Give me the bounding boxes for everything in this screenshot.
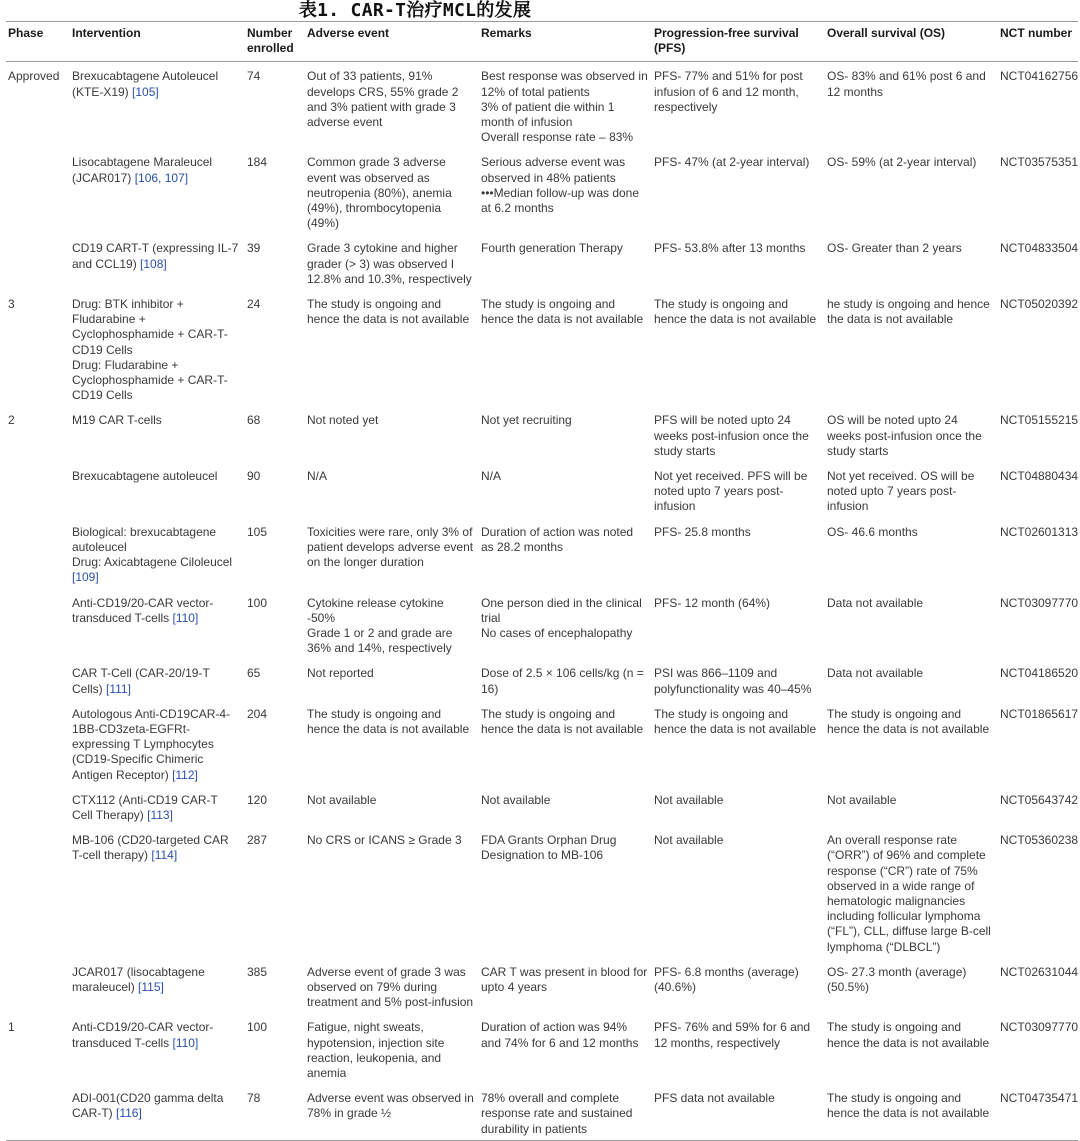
cell-text: Lisocabtagene Maraleucel (JCAR017) [106, 107] xyxy=(72,155,213,185)
cell-text: Autologous Anti-CD19CAR-4-1BB-CD3zeta-EGFRt-expressing T Lymphocytes (CD19-Specific Chimeric Antigen Receptor) [112] xyxy=(72,706,231,782)
cell-text: OS- 83% and 61% post 6 and 12 months xyxy=(827,69,986,99)
reference-link[interactable]: [116] xyxy=(116,1106,142,1121)
table-row xyxy=(6,958,1078,1014)
nct-number-cell xyxy=(998,659,1078,699)
cell-text: Out of 33 patients, 91% develops CRS, 55% grade 2 and 3% patient with grade 3 adverse event xyxy=(307,69,459,130)
reference-link[interactable]: [106, 107] xyxy=(134,170,189,185)
cell-text: OS- 27.3 month (average) (50.5%) xyxy=(827,964,967,994)
adverse-event-cell xyxy=(305,62,479,149)
nct-number-cell xyxy=(998,786,1078,826)
intervention-cell xyxy=(70,406,245,462)
os-cell xyxy=(825,958,998,1014)
cell-text: Best response was observed in 12% of total patients xyxy=(481,69,648,99)
phase-cell xyxy=(6,1013,70,1084)
phase-cell xyxy=(6,659,70,699)
remarks-cell xyxy=(479,958,652,1014)
table-row xyxy=(6,62,1078,149)
cell-text: NCT03097770 xyxy=(1000,1020,1079,1035)
cell-text: N/A xyxy=(307,469,328,484)
cell-text: OS- 46.6 months xyxy=(827,524,918,539)
adverse-event-cell xyxy=(305,406,479,462)
table-row xyxy=(6,462,1078,518)
cell-text: Adverse event of grade 3 was observed on 79% during treatment and 5% post-infusion xyxy=(307,964,474,1010)
header-row xyxy=(6,22,1078,62)
cell-text: Data not available xyxy=(827,595,924,610)
reference-link[interactable]: [105] xyxy=(132,84,159,99)
cell-text: One person died in the clinical trial xyxy=(481,595,642,625)
remarks-cell xyxy=(479,148,652,234)
intervention-cell xyxy=(70,700,245,786)
cell-text: NCT02601313 xyxy=(1000,524,1079,539)
col-intervention: Intervention xyxy=(70,22,245,62)
col-os: Overall survival (OS) xyxy=(825,22,998,62)
remarks-cell xyxy=(479,290,652,406)
number-enrolled-cell xyxy=(245,700,305,786)
nct-number-cell xyxy=(998,700,1078,786)
pfs-cell xyxy=(652,406,825,462)
cell-text: •••Median follow-up was done at 6.2 months xyxy=(481,185,640,216)
os-cell xyxy=(825,62,998,149)
remarks-cell xyxy=(479,700,652,786)
cell-text: CAR T-Cell (CAR-20/19-T Cells) [111] xyxy=(72,666,210,696)
adverse-event-cell xyxy=(305,234,479,290)
intervention-cell xyxy=(70,290,245,406)
cell-text: Duration of action was 94% and 74% for 6 and 12 months xyxy=(481,1020,639,1050)
table-row xyxy=(6,406,1078,462)
cell-text: Not yet received. PFS will be noted upto 7 years post-infusion xyxy=(654,469,808,514)
phase-cell xyxy=(6,958,70,1014)
cell-text: PFS- 6.8 months (average) (40.6%) xyxy=(654,964,799,994)
adverse-event-cell xyxy=(305,958,479,1014)
table-row xyxy=(6,1013,1078,1084)
number-enrolled-cell xyxy=(245,518,305,589)
cell-text: PFS- 77% and 51% for post infusion of 6 and 12 month, respectively xyxy=(654,69,803,114)
number-enrolled-cell xyxy=(245,406,305,462)
remarks-cell xyxy=(479,518,652,589)
os-cell xyxy=(825,234,998,290)
cell-text: Grade 1 or 2 and grade are 36% and 14%, respectively xyxy=(307,625,453,656)
reference-link[interactable]: [111] xyxy=(106,681,131,696)
os-cell xyxy=(825,786,998,826)
pfs-cell xyxy=(652,1084,825,1140)
cell-text: PFS- 47% (at 2-year interval) xyxy=(654,155,810,170)
cell-text: Not available xyxy=(654,833,724,848)
cell-text: 39 xyxy=(247,241,261,256)
cell-text: Adverse event was observed in 78% in grade ½ xyxy=(307,1091,474,1121)
remarks-cell xyxy=(479,462,652,518)
cell-text: The study is ongoing and hence the data is not available xyxy=(654,706,817,736)
cell-text: PFS- 76% and 59% for 6 and 12 months, respectively xyxy=(654,1020,811,1050)
cell-text: 65 xyxy=(247,666,261,681)
col-number-enrolled: Number enrolled xyxy=(245,22,305,62)
cell-text: Drug: Fludarabine + Cyclophosphamide + CAR-T-CD19 Cells xyxy=(72,357,228,403)
cell-text: 1 xyxy=(8,1020,15,1035)
cell-text: PFS- 53.8% after 13 months xyxy=(654,241,806,256)
cell-text: Drug: Axicabtagene Ciloleucel [109] xyxy=(72,555,233,585)
cell-text: 90 xyxy=(247,469,261,484)
number-enrolled-cell xyxy=(245,958,305,1014)
cell-text: FDA Grants Orphan Drug Designation to MB-106 xyxy=(481,833,617,863)
car-t-mcl-table xyxy=(6,21,1078,1141)
cell-text: Cytokine release cytokine -50% xyxy=(307,595,444,625)
cell-text: NCT04735471 xyxy=(1000,1091,1079,1106)
cell-text: NCT05020392 xyxy=(1000,297,1079,312)
cell-text: Toxicities were rare, only 3% of patient develops adverse event on the longer duration xyxy=(307,524,474,570)
cell-text: NCT03575351 xyxy=(1000,155,1079,170)
cell-text: CTX112 (Anti-CD19 CAR-T Cell Therapy) [113] xyxy=(72,792,218,822)
cell-text: Not noted yet xyxy=(307,413,379,428)
intervention-cell xyxy=(70,148,245,234)
cell-text: 120 xyxy=(247,792,268,807)
cell-text: The study is ongoing and hence the data is not available xyxy=(307,297,470,327)
phase-cell xyxy=(6,826,70,958)
nct-number-cell xyxy=(998,234,1078,290)
intervention-cell xyxy=(70,589,245,660)
number-enrolled-cell xyxy=(245,1084,305,1140)
cell-text: PFS data not available xyxy=(654,1091,775,1106)
pfs-cell xyxy=(652,518,825,589)
reference-link[interactable]: [108] xyxy=(140,256,167,271)
pfs-cell xyxy=(652,958,825,1014)
intervention-cell xyxy=(70,659,245,699)
pfs-cell xyxy=(652,148,825,234)
cell-text: 184 xyxy=(247,155,268,170)
number-enrolled-cell xyxy=(245,148,305,234)
cell-text: 105 xyxy=(247,524,268,539)
table-row xyxy=(6,659,1078,699)
number-enrolled-cell xyxy=(245,234,305,290)
remarks-cell xyxy=(479,406,652,462)
cell-text: Not yet received. OS will be noted upto 7 years post-infusion xyxy=(827,469,975,514)
cell-text: Not reported xyxy=(307,666,374,681)
os-cell xyxy=(825,148,998,234)
os-cell xyxy=(825,406,998,462)
number-enrolled-cell xyxy=(245,462,305,518)
phase-cell xyxy=(6,462,70,518)
os-cell xyxy=(825,589,998,660)
cell-text: The study is ongoing and hence the data is not available xyxy=(654,297,817,327)
cell-text: PFS will be noted upto 24 weeks post-infusion once the study starts xyxy=(654,413,809,458)
adverse-event-cell xyxy=(305,589,479,660)
cell-text: 24 xyxy=(247,297,261,312)
remarks-cell xyxy=(479,826,652,958)
os-cell xyxy=(825,462,998,518)
number-enrolled-cell xyxy=(245,290,305,406)
cell-text: he study is ongoing and hence the data is not available xyxy=(827,297,990,327)
cell-text: NCT04880434 xyxy=(1000,469,1079,484)
number-enrolled-cell xyxy=(245,786,305,826)
pfs-cell xyxy=(652,290,825,406)
remarks-cell xyxy=(479,1013,652,1084)
cell-text: 74 xyxy=(247,69,261,84)
os-cell xyxy=(825,659,998,699)
nct-number-cell xyxy=(998,1013,1078,1084)
cell-text: NCT04162756 xyxy=(1000,69,1079,84)
adverse-event-cell xyxy=(305,700,479,786)
phase-cell xyxy=(6,62,70,149)
reference-link[interactable]: [109] xyxy=(72,570,99,585)
os-cell xyxy=(825,1013,998,1084)
cell-text: Not available xyxy=(827,792,897,807)
cell-text: N/A xyxy=(481,469,502,484)
cell-text: NCT01865617 xyxy=(1000,706,1079,721)
cell-text: Common grade 3 adverse event was observed as neutropenia (80%), anemia (49%), thrombocytopenia (49%) xyxy=(307,155,452,231)
table-row xyxy=(6,148,1078,234)
nct-number-cell xyxy=(998,826,1078,958)
cell-text: Anti-CD19/20-CAR vector-transduced T-cells [110] xyxy=(72,1020,214,1050)
cell-text: 2 xyxy=(8,413,15,428)
os-cell xyxy=(825,518,998,589)
cell-text: Drug: BTK inhibitor + Fludarabine + Cyclophosphamide + CAR-T-CD19 Cells xyxy=(72,297,228,357)
pfs-cell xyxy=(652,589,825,660)
col-phase: Phase xyxy=(6,22,70,62)
intervention-cell xyxy=(70,234,245,290)
cell-text: ADI-001(CD20 gamma delta CAR-T) [116] xyxy=(72,1091,224,1121)
cell-text: NCT02631044 xyxy=(1000,964,1079,979)
phase-cell xyxy=(6,786,70,826)
cell-text: The study is ongoing and hence the data is not available xyxy=(481,297,644,327)
remarks-cell xyxy=(479,659,652,699)
pfs-cell xyxy=(652,62,825,149)
adverse-event-cell xyxy=(305,462,479,518)
cell-text: Biological: brexucabtagene autoleucel xyxy=(72,524,217,554)
cell-text: CAR T was present in blood for upto 4 years xyxy=(481,964,648,994)
pfs-cell xyxy=(652,1013,825,1084)
intervention-cell xyxy=(70,786,245,826)
cell-text: Brexucabtagene Autoleucel (KTE-X19) [105] xyxy=(72,69,219,99)
cell-text: Brexucabtagene autoleucel xyxy=(72,469,218,484)
cell-text: Not available xyxy=(481,792,551,807)
cell-text: The study is ongoing and hence the data is not available xyxy=(827,706,990,736)
phase-cell xyxy=(6,518,70,589)
reference-link[interactable]: [114] xyxy=(151,848,178,863)
cell-text: The study is ongoing and hence the data is not available xyxy=(827,1091,990,1121)
intervention-cell xyxy=(70,958,245,1014)
reference-link[interactable]: [113] xyxy=(147,807,173,822)
cell-text: Approved xyxy=(8,69,60,84)
table-row xyxy=(6,826,1078,958)
cell-text: CD19 CART-T (expressing IL-7 and CCL19) [108] xyxy=(72,241,239,271)
cell-text: 78 xyxy=(247,1091,261,1106)
cell-text: 204 xyxy=(247,706,268,721)
table-row xyxy=(6,786,1078,826)
adverse-event-cell xyxy=(305,518,479,589)
os-cell xyxy=(825,700,998,786)
phase-cell xyxy=(6,148,70,234)
cell-text: 68 xyxy=(247,413,261,428)
nct-number-cell xyxy=(998,148,1078,234)
intervention-cell xyxy=(70,1084,245,1140)
nct-number-cell xyxy=(998,290,1078,406)
pfs-cell xyxy=(652,700,825,786)
cell-text: Fatigue, night sweats, hypotension, injection site reaction, leukopenia, and anemia xyxy=(307,1020,445,1080)
cell-text: NCT04833504 xyxy=(1000,241,1079,256)
reference-link[interactable]: [112] xyxy=(172,767,198,782)
cell-text: Anti-CD19/20-CAR vector-transduced T-cells [110] xyxy=(72,595,214,625)
table-row xyxy=(6,518,1078,589)
cell-text: PFS- 25.8 months xyxy=(654,524,751,539)
cell-text: 385 xyxy=(247,964,268,979)
cell-text: Serious adverse event was observed in 48% patients xyxy=(481,155,626,185)
intervention-cell xyxy=(70,1013,245,1084)
cell-text: OS- 59% (at 2-year interval) xyxy=(827,155,977,170)
cell-text: PSI was 866–1109 and polyfunctionality was 40–45% xyxy=(654,666,812,696)
cell-text: Overall response rate – 83% xyxy=(481,130,634,145)
phase-cell xyxy=(6,589,70,660)
cell-text: No cases of encephalopathy xyxy=(481,625,633,640)
intervention-cell xyxy=(70,62,245,149)
table-row xyxy=(6,290,1078,406)
cell-text: MB-106 (CD20-targeted CAR T-cell therapy) [114] xyxy=(72,833,229,863)
adverse-event-cell xyxy=(305,786,479,826)
cell-text: M19 CAR T-cells xyxy=(72,413,162,428)
col-adverse-event: Adverse event xyxy=(305,22,479,62)
phase-cell xyxy=(6,406,70,462)
cell-text: Grade 3 cytokine and higher grader (> 3) was observed I 12.8% and 10.3%, respectively xyxy=(307,241,472,286)
cell-text: Dose of 2.5 × 106 cells/kg (n = 16) xyxy=(481,666,644,696)
reference-link[interactable]: [115] xyxy=(138,979,164,994)
cell-text: NCT05155215 xyxy=(1000,413,1079,428)
col-nct-number: NCT number xyxy=(998,22,1078,62)
cell-text: Not yet recruiting xyxy=(481,413,572,428)
adverse-event-cell xyxy=(305,1013,479,1084)
intervention-cell xyxy=(70,826,245,958)
cell-text: The study is ongoing and hence the data is not available xyxy=(481,706,644,736)
intervention-cell xyxy=(70,462,245,518)
remarks-cell xyxy=(479,234,652,290)
cell-text: Duration of action was noted as 28.2 months xyxy=(481,524,634,554)
cell-text: Not available xyxy=(654,792,724,807)
cell-text: NCT04186520 xyxy=(1000,666,1079,681)
cell-text: No CRS or ICANS ≥ Grade 3 xyxy=(307,833,462,848)
cell-text: NCT03097770 xyxy=(1000,595,1079,610)
cell-text: 3% of patient die within 1 month of infusion xyxy=(481,99,615,130)
table-row xyxy=(6,700,1078,786)
remarks-cell xyxy=(479,589,652,660)
adverse-event-cell xyxy=(305,1084,479,1140)
cell-text: OS- Greater than 2 years xyxy=(827,241,962,256)
col-remarks: Remarks xyxy=(479,22,652,62)
phase-cell xyxy=(6,700,70,786)
cell-text: NCT05643742 xyxy=(1000,792,1079,807)
remarks-cell xyxy=(479,62,652,149)
nct-number-cell xyxy=(998,958,1078,1014)
remarks-cell xyxy=(479,1084,652,1140)
adverse-event-cell xyxy=(305,148,479,234)
table-row xyxy=(6,234,1078,290)
col-pfs: Progression-free survival (PFS) xyxy=(652,22,825,62)
os-cell xyxy=(825,826,998,958)
number-enrolled-cell xyxy=(245,62,305,149)
os-cell xyxy=(825,290,998,406)
nct-number-cell xyxy=(998,406,1078,462)
cell-text: 100 xyxy=(247,595,268,610)
cell-text: Data not available xyxy=(827,666,924,681)
pfs-cell xyxy=(652,826,825,958)
cell-text: OS will be noted upto 24 weeks post-infusion once the study starts xyxy=(827,413,982,458)
phase-cell xyxy=(6,290,70,406)
phase-cell xyxy=(6,1084,70,1140)
adverse-event-cell xyxy=(305,826,479,958)
intervention-cell xyxy=(70,518,245,589)
nct-number-cell xyxy=(998,1084,1078,1140)
cell-text: PFS- 12 month (64%) xyxy=(654,595,771,610)
cell-text: Fourth generation Therapy xyxy=(481,241,623,256)
cell-text: 78% overall and complete response rate and sustained durability in patients xyxy=(481,1091,633,1136)
table-row xyxy=(6,589,1078,660)
cell-text: 287 xyxy=(247,833,268,848)
table-row xyxy=(6,1084,1078,1140)
reference-link[interactable]: [110] xyxy=(172,1035,199,1050)
number-enrolled-cell xyxy=(245,589,305,660)
cell-text: 3 xyxy=(8,297,15,312)
pfs-cell xyxy=(652,786,825,826)
reference-link[interactable]: [110] xyxy=(172,610,199,625)
cell-text: JCAR017 (lisocabtagene maraleucel) [115] xyxy=(72,964,205,994)
nct-number-cell xyxy=(998,589,1078,660)
nct-number-cell xyxy=(998,62,1078,149)
phase-cell xyxy=(6,234,70,290)
number-enrolled-cell xyxy=(245,1013,305,1084)
adverse-event-cell xyxy=(305,659,479,699)
nct-number-cell xyxy=(998,462,1078,518)
pfs-cell xyxy=(652,659,825,699)
cell-text: The study is ongoing and hence the data is not available xyxy=(827,1020,990,1050)
cell-text: 100 xyxy=(247,1020,268,1035)
pfs-cell xyxy=(652,234,825,290)
number-enrolled-cell xyxy=(245,659,305,699)
os-cell xyxy=(825,1084,998,1140)
pfs-cell xyxy=(652,462,825,518)
remarks-cell xyxy=(479,786,652,826)
cell-text: Not available xyxy=(307,792,377,807)
table-title: 表1. CAR-T治疗MCL的发展 xyxy=(298,0,532,21)
nct-number-cell xyxy=(998,518,1078,589)
cell-text: An overall response rate (“ORR”) of 96% and complete response (“CR”) rate of 75% observed in a wide range of hematologic malignancies including follicular lymphoma (“FL”), CLL, diffuse large B-cell lymphoma (“DLBCL”) xyxy=(827,833,991,954)
number-enrolled-cell xyxy=(245,826,305,958)
cell-text: NCT05360238 xyxy=(1000,833,1079,848)
cell-text: The study is ongoing and hence the data is not available xyxy=(307,706,470,736)
adverse-event-cell xyxy=(305,290,479,406)
